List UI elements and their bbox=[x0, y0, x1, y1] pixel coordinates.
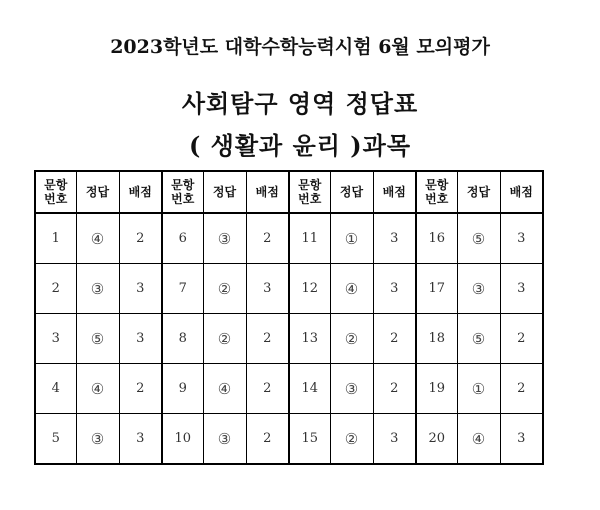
subject-suffix: 과목 bbox=[362, 131, 412, 160]
question-number: 9 bbox=[162, 364, 203, 414]
points-value: 3 bbox=[119, 314, 162, 364]
answer-value: ③ bbox=[76, 264, 119, 314]
header-number: 문항 번호 bbox=[289, 171, 330, 213]
points-value: 3 bbox=[373, 213, 416, 264]
question-number: 4 bbox=[35, 364, 76, 414]
question-number: 14 bbox=[289, 364, 330, 414]
question-number: 11 bbox=[289, 213, 330, 264]
points-value: 3 bbox=[373, 414, 416, 465]
question-number: 12 bbox=[289, 264, 330, 314]
answer-value: ① bbox=[457, 364, 500, 414]
points-value: 3 bbox=[119, 414, 162, 465]
question-number: 20 bbox=[416, 414, 457, 465]
answer-value: ④ bbox=[76, 213, 119, 264]
answer-value: ③ bbox=[203, 213, 246, 264]
exam-title: 2023학년도 대학수학능력시험 6월 모의평가 bbox=[110, 36, 490, 58]
question-number: 13 bbox=[289, 314, 330, 364]
answer-value: ④ bbox=[203, 364, 246, 414]
header-answer: 정답 bbox=[203, 171, 246, 213]
points-value: 2 bbox=[246, 364, 289, 414]
points-value: 3 bbox=[500, 213, 543, 264]
answer-value: ⑤ bbox=[457, 314, 500, 364]
header-row bbox=[35, 171, 543, 213]
question-number: 19 bbox=[416, 364, 457, 414]
points-value: 3 bbox=[500, 264, 543, 314]
question-number: 10 bbox=[162, 414, 203, 465]
points-value: 2 bbox=[119, 364, 162, 414]
question-number: 16 bbox=[416, 213, 457, 264]
points-value: 2 bbox=[373, 314, 416, 364]
points-value: 2 bbox=[246, 213, 289, 264]
header-answer: 정답 bbox=[76, 171, 119, 213]
question-number: 1 bbox=[35, 213, 76, 264]
answer-value: ③ bbox=[457, 264, 500, 314]
points-value: 2 bbox=[246, 414, 289, 465]
answer-table bbox=[34, 170, 544, 465]
answer-value: ③ bbox=[330, 364, 373, 414]
header-number: 문항 번호 bbox=[35, 171, 76, 213]
table-row bbox=[35, 314, 543, 364]
answer-value: ⑤ bbox=[457, 213, 500, 264]
table-row bbox=[35, 264, 543, 314]
question-number: 17 bbox=[416, 264, 457, 314]
header-number: 문항 번호 bbox=[416, 171, 457, 213]
answer-value: ③ bbox=[76, 414, 119, 465]
header-points: 배점 bbox=[246, 171, 289, 213]
question-number: 5 bbox=[35, 414, 76, 465]
answer-value: ① bbox=[330, 213, 373, 264]
header-points: 배점 bbox=[119, 171, 162, 213]
answer-value: ② bbox=[203, 314, 246, 364]
points-value: 3 bbox=[373, 264, 416, 314]
header-points: 배점 bbox=[500, 171, 543, 213]
question-number: 8 bbox=[162, 314, 203, 364]
answer-value: ⑤ bbox=[76, 314, 119, 364]
points-value: 2 bbox=[373, 364, 416, 414]
table-row bbox=[35, 364, 543, 414]
question-number: 2 bbox=[35, 264, 76, 314]
answer-value: ② bbox=[203, 264, 246, 314]
subject-name: ( 생활과 윤리 ) bbox=[188, 131, 363, 160]
question-number: 7 bbox=[162, 264, 203, 314]
answer-value: ② bbox=[330, 414, 373, 465]
question-number: 6 bbox=[162, 213, 203, 264]
header-answer: 정답 bbox=[457, 171, 500, 213]
question-number: 18 bbox=[416, 314, 457, 364]
points-value: 2 bbox=[246, 314, 289, 364]
answer-value: ④ bbox=[76, 364, 119, 414]
points-value: 3 bbox=[119, 264, 162, 314]
answer-value: ④ bbox=[330, 264, 373, 314]
table-row bbox=[35, 414, 543, 465]
answer-value: ④ bbox=[457, 414, 500, 465]
answer-value: ③ bbox=[203, 414, 246, 465]
points-value: 2 bbox=[500, 314, 543, 364]
question-number: 15 bbox=[289, 414, 330, 465]
points-value: 2 bbox=[119, 213, 162, 264]
points-value: 2 bbox=[500, 364, 543, 414]
header-number: 문항 번호 bbox=[162, 171, 203, 213]
subject-title bbox=[0, 126, 600, 161]
table-row bbox=[35, 213, 543, 264]
answer-value: ② bbox=[330, 314, 373, 364]
header-points: 배점 bbox=[373, 171, 416, 213]
question-number: 3 bbox=[35, 314, 76, 364]
section-title: 사회탐구 영역 정답표 bbox=[181, 89, 419, 118]
header-answer: 정답 bbox=[330, 171, 373, 213]
points-value: 3 bbox=[246, 264, 289, 314]
points-value: 3 bbox=[500, 414, 543, 465]
